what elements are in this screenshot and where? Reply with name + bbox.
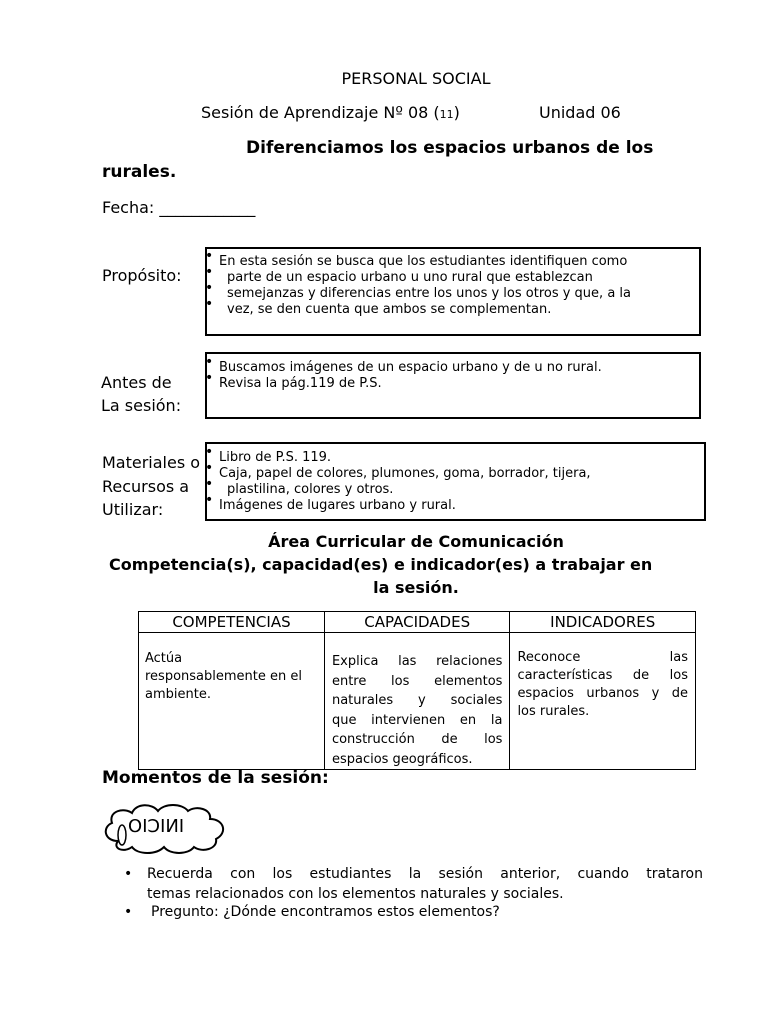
- area-title: Área Curricular de Comunicación: [268, 532, 564, 551]
- indicador-line: características de los: [517, 668, 688, 683]
- materiales-label: [102, 451, 200, 522]
- materiales-box: [205, 442, 706, 521]
- indicador-line: los rurales.: [517, 704, 590, 719]
- materiales-label-line2: Recursos a: [102, 476, 190, 496]
- activity-item-2: Pregunto: ¿Dónde encontramos estos elementos?: [151, 904, 500, 920]
- date-value: : ____________: [148, 198, 256, 217]
- competencias-table: [138, 611, 696, 770]
- date-label: Fecha: [102, 198, 149, 217]
- column-header-competencias: COMPETENCIAS: [139, 612, 325, 633]
- indicador-line: Reconoce las: [517, 650, 688, 665]
- materiales-item: • Caja, papel de colores, plumones, goma, borrador, tijera,: [219, 466, 704, 482]
- materiales-label-line3: Utilizar:: [102, 500, 164, 519]
- indicador-text: [510, 633, 695, 721]
- table-cell: [139, 633, 325, 770]
- session-title-line1: Diferenciamos los espacios urbanos de los: [246, 138, 654, 158]
- materiales-label-line1: Materiales o: [102, 453, 201, 472]
- area-subtitle-line1: Competencia(s), capacidad(es) e indicador(es) a trabajar en: [109, 555, 653, 574]
- materiales-item: • Imágenes de lugares urbano y rural.: [219, 498, 704, 514]
- session-line: [201, 103, 460, 122]
- proposito-line: • vez, se den cuenta que ambos se complementan.: [219, 302, 699, 318]
- competencia-line: ambiente.: [145, 687, 211, 702]
- capacidad-line: Explica las relaciones: [331, 654, 503, 669]
- table-cell: [324, 633, 509, 770]
- capacidad-line: entre los elementos: [331, 673, 503, 689]
- competencia-line: responsablemente en el: [145, 669, 302, 684]
- antes-label-line1: Antes de: [101, 373, 172, 392]
- inicio-cloud: [100, 801, 230, 855]
- inicio-label: INICIO: [128, 816, 185, 837]
- proposito-box: [205, 247, 701, 336]
- antes-item: • Revisa la pág.119 de P.S.: [219, 376, 699, 392]
- proposito-label: Propósito:: [102, 266, 182, 285]
- session-title-line2: rurales.: [102, 162, 177, 182]
- table-cell: [510, 633, 696, 770]
- momentos-title: Momentos de la sesión:: [102, 768, 329, 788]
- bullet-icon: •: [124, 904, 133, 920]
- antes-label: [101, 371, 181, 417]
- indicador-line: espacios urbanos y de: [517, 686, 688, 701]
- capacidad-line: espacios geográficos.: [331, 751, 473, 767]
- competencia-line: Actúa: [145, 651, 183, 666]
- course-title: PERSONAL SOCIAL: [341, 69, 491, 88]
- capacidad-line: naturales y sociales: [331, 693, 503, 708]
- capacidad-text: [325, 633, 509, 769]
- bullet-icon: •: [124, 866, 133, 882]
- competencia-text: [139, 633, 324, 704]
- activity-item-1-line1: Recuerda con los estudiantes la sesión anterior, cuando trataron: [147, 866, 703, 882]
- proposito-line: • parte de un espacio urbano u uno rural que establezcan: [219, 270, 699, 286]
- session-label: Sesión de Aprendizaje Nº 08 (: [201, 103, 440, 122]
- date-field: [102, 198, 255, 217]
- session-number: 11: [439, 108, 454, 121]
- unit-label: Unidad 06: [539, 103, 621, 122]
- antes-item: • Buscamos imágenes de un espacio urbano y de u no rural.: [219, 360, 699, 376]
- materiales-item: • plastilina, colores y otros.: [219, 482, 704, 498]
- session-close: ): [453, 103, 460, 122]
- antes-box: [205, 352, 701, 419]
- capacidad-line: construcción de los: [331, 732, 503, 747]
- proposito-line: • semejanzas y diferencias entre los unos y los otros y que, a la: [219, 286, 699, 302]
- materiales-item: • Libro de P.S. 119.: [219, 450, 704, 466]
- proposito-line: • En esta sesión se busca que los estudiantes identifiquen como: [219, 254, 699, 270]
- antes-label-line2: La sesión:: [101, 396, 182, 415]
- column-header-indicadores: INDICADORES: [510, 612, 696, 633]
- area-subtitle-line2: la sesión.: [373, 578, 459, 597]
- column-header-capacidades: CAPACIDADES: [324, 612, 509, 633]
- capacidad-line: que intervienen en la: [331, 712, 503, 728]
- activity-item-1-line2: temas relacionados con los elementos naturales y sociales.: [147, 886, 564, 902]
